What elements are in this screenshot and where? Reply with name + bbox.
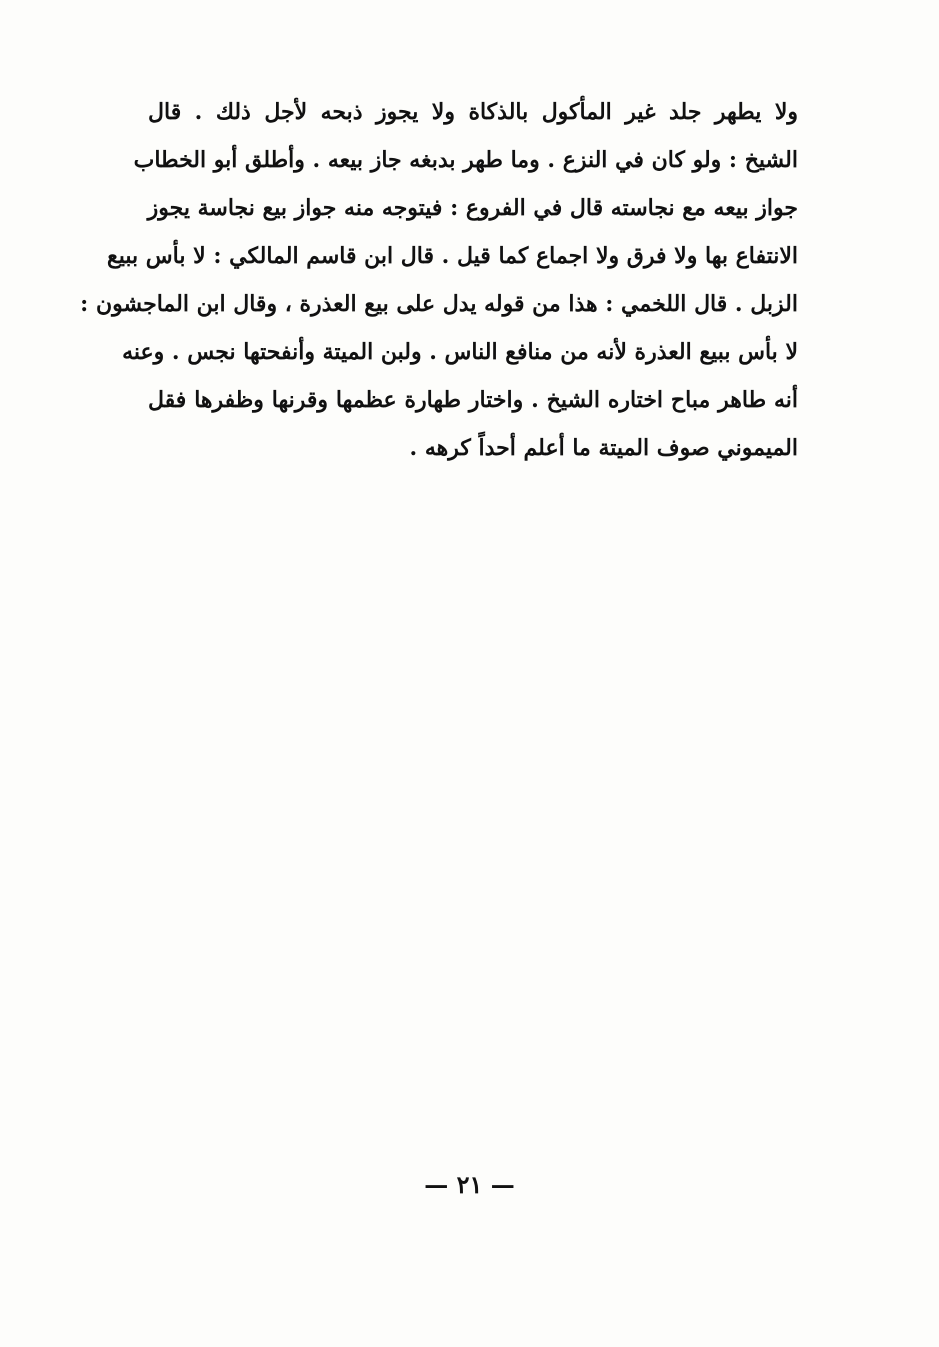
text-line: الشيخ : ولو كان في النزع . وما طهر بدبغه جاز بيعه . وأطلق أبو الخطاب — [133, 147, 798, 173]
text-line: ولا يطهر جلد غير المأكول بالذكاة ولا يجوز ذبحه لأجل ذلك . قال — [148, 99, 798, 125]
text-line: الميموني صوف الميتة ما أعلم أحداً كرهه . — [409, 435, 798, 461]
text-line: لا بأس ببيع العذرة لأنه من منافع الناس . ولبن الميتة وأنفحتها نجس . وعنه — [122, 339, 798, 365]
page-number: — ٢١ — — [424, 1170, 515, 1199]
text-line: جواز بيعه مع نجاسته قال في الفروع : فيتوجه منه جواز بيع نجاسة يجوز — [147, 195, 798, 221]
text-line: الانتفاع بها ولا فرق ولا اجماع كما قيل . قال ابن قاسم المالكي : لا بأس ببيع — [107, 243, 798, 269]
text-line: أنه طاهر مباح اختاره الشيخ . واختار طهارة عظمها وقرنها وظفرها فقل — [148, 387, 798, 413]
text-line: الزبل . قال اللخمي : هذا من قوله يدل على بيع العذرة ، وقال ابن الماجشون : — [80, 291, 798, 317]
body-text — [80, 88, 798, 472]
